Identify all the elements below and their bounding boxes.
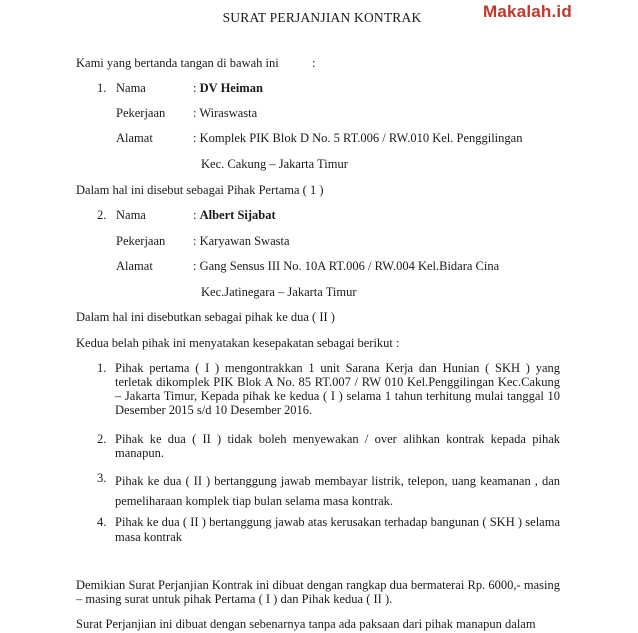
party1-name-value: : DV Heiman — [193, 81, 263, 95]
clause-number: 3. — [97, 471, 107, 485]
party1-address-line2: Kec. Cakung – Jakarta Timur — [201, 157, 348, 171]
agreement-intro: Kedua belah pihak ini menyatakan kesepakatan sebagai berikut : — [76, 336, 400, 350]
closing-paragraph: Demikian Surat Perjanjian Kontrak ini dibuat dengan rangkap dua bermaterai Rp. 6000,- masing – masing surat untuk pihak Pertama ( I ) dan Pihak kedua ( II ). — [76, 578, 560, 606]
party1-address-label: Alamat — [116, 131, 153, 145]
clause-number: 4. — [97, 515, 107, 529]
clause-number: 2. — [97, 432, 107, 446]
party2-name-value: : Albert Sijabat — [193, 208, 276, 222]
clause-text: Pihak ke dua ( II ) bertanggung jawab atas kerusakan terhadap bangunan ( SKH ) selama masa kontrak — [115, 515, 560, 544]
party2-address-label: Alamat — [116, 259, 153, 273]
party1-job-value: : Wiraswasta — [193, 106, 258, 120]
party2-designation: Dalam hal ini disebutkan sebagai pihak ke dua ( II ) — [76, 310, 335, 324]
party2-job-value: : Karyawan Swasta — [193, 234, 290, 248]
party1-number: 1. — [97, 81, 107, 95]
party2-address-line1: : Gang Sensus III No. 10A RT.006 / RW.004 Kel.Bidara Cina — [193, 259, 500, 273]
clause-text: Pihak ke dua ( II ) tidak boleh menyewakan / over alihkan kontrak kepada pihak manapun. — [115, 432, 560, 460]
document-title: SURAT PERJANJIAN KONTRAK — [222, 10, 422, 25]
watermark-logo: Makalah.id — [483, 2, 572, 21]
party2-name-label: Nama — [116, 208, 146, 222]
party1-address-line1: : Komplek PIK Blok D No. 5 RT.006 / RW.010 Kel. Penggilingan — [193, 131, 523, 145]
party2-address-line2: Kec.Jatinegara – Jakarta Timur — [201, 285, 357, 299]
clause-text: Pihak pertama ( I ) mengontrakkan 1 unit Sarana Kerja dan Hunian ( SKH ) yang terletak dikomplek PIK Blok A No. 85 RT.007 / RW 010 Kel.Penggilingan Kec.Cakung – Jakarta Timur, Kepada pihak ke kedua ( I ) selama 1 tahun terhitung mulai tanggal 10 Desember 2015 s/d 10 Desember 2016. — [115, 361, 560, 417]
intro-colon: : — [312, 56, 316, 70]
party1-name-label: Nama — [116, 81, 146, 95]
clause-text: Pihak ke dua ( II ) bertanggung jawab membayar listrik, telepon, uang keamanan , dan pemeliharaan komplek tiap bulan selama masa kontrak. — [115, 474, 560, 508]
party2-job-label: Pekerjaan — [116, 234, 166, 248]
clause-number: 1. — [97, 361, 107, 375]
final-paragraph: Surat Perjanjian ini dibuat dengan sebenarnya tanpa ada paksaan dari pihak manapun dalam — [76, 617, 536, 631]
party1-designation: Dalam hal ini disebut sebagai Pihak Pertama ( 1 ) — [76, 183, 324, 197]
party1-job-label: Pekerjaan — [116, 106, 166, 120]
intro-text: Kami yang bertanda tangan di bawah ini — [76, 56, 279, 70]
party2-number: 2. — [97, 208, 107, 222]
